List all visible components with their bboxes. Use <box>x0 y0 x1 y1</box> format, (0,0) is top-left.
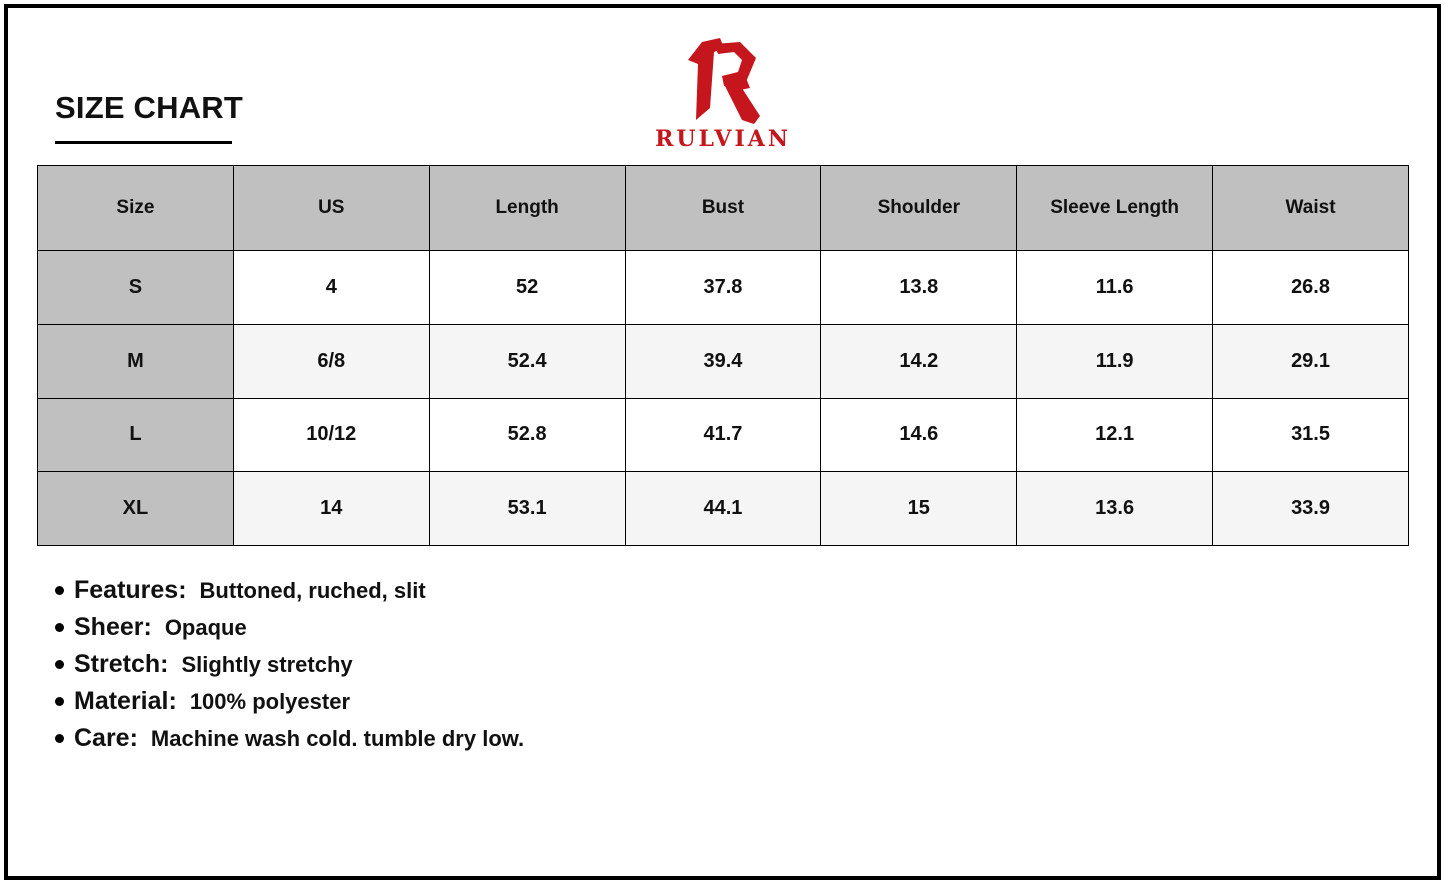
bullet-icon <box>55 586 64 595</box>
table-cell: 37.8 <box>625 251 821 325</box>
brand-logo <box>648 38 798 154</box>
table-cell: 29.1 <box>1213 324 1409 398</box>
column-header-bust: Bust <box>625 166 821 251</box>
table-cell: M <box>38 324 234 398</box>
bullet-icon <box>55 623 64 632</box>
table-cell: 10/12 <box>233 398 429 472</box>
page-title: SIZE CHART <box>55 90 243 125</box>
list-item <box>55 572 524 609</box>
table-cell: S <box>38 251 234 325</box>
table-cell: 13.8 <box>821 251 1017 325</box>
column-header-sleeve-length: Sleeve Length <box>1017 166 1213 251</box>
table-cell: XL <box>38 472 234 546</box>
table-header-row <box>38 166 1409 251</box>
column-header-size: Size <box>38 166 234 251</box>
table-cell: 39.4 <box>625 324 821 398</box>
table-cell: 15 <box>821 472 1017 546</box>
table-cell: 13.6 <box>1017 472 1213 546</box>
table-cell: 4 <box>233 251 429 325</box>
feature-value: 100% polyester <box>189 688 351 714</box>
table-cell: 6/8 <box>233 324 429 398</box>
feature-label: Sheer: <box>74 613 152 641</box>
size-table <box>37 165 1409 546</box>
brand-name: RULVIAN <box>655 126 791 152</box>
table-cell: 14 <box>233 472 429 546</box>
table-row <box>38 324 1409 398</box>
feature-value: Opaque <box>164 614 247 640</box>
column-header-us: US <box>233 166 429 251</box>
table-cell: 14.2 <box>821 324 1017 398</box>
rulvian-r-logo-icon <box>684 38 762 126</box>
feature-label: Features: <box>74 576 187 604</box>
table-cell: 11.6 <box>1017 251 1213 325</box>
feature-value: Machine wash cold. tumble dry low. <box>150 725 525 751</box>
table-cell: 41.7 <box>625 398 821 472</box>
table-cell: 14.6 <box>821 398 1017 472</box>
table-cell: 44.1 <box>625 472 821 546</box>
table-cell: L <box>38 398 234 472</box>
bullet-icon <box>55 697 64 706</box>
title-underline <box>55 141 232 144</box>
table-cell: 12.1 <box>1017 398 1213 472</box>
column-header-waist: Waist <box>1213 166 1409 251</box>
column-header-length: Length <box>429 166 625 251</box>
feature-label: Stretch: <box>74 650 169 678</box>
table-cell: 52.8 <box>429 398 625 472</box>
table-cell: 52.4 <box>429 324 625 398</box>
table-cell: 26.8 <box>1213 251 1409 325</box>
features-list <box>55 572 524 757</box>
table-row <box>38 251 1409 325</box>
table-cell: 33.9 <box>1213 472 1409 546</box>
table-row <box>38 398 1409 472</box>
table-row <box>38 472 1409 546</box>
bullet-icon <box>55 734 64 743</box>
table-cell: 11.9 <box>1017 324 1213 398</box>
feature-label: Material: <box>74 687 177 715</box>
table-cell: 53.1 <box>429 472 625 546</box>
feature-value: Slightly stretchy <box>181 651 353 677</box>
feature-label: Care: <box>74 724 138 752</box>
feature-value: Buttoned, ruched, slit <box>199 577 426 603</box>
list-item <box>55 646 524 683</box>
table-cell: 31.5 <box>1213 398 1409 472</box>
list-item <box>55 609 524 646</box>
bullet-icon <box>55 660 64 669</box>
column-header-shoulder: Shoulder <box>821 166 1017 251</box>
list-item <box>55 683 524 720</box>
table-cell: 52 <box>429 251 625 325</box>
list-item <box>55 720 524 757</box>
